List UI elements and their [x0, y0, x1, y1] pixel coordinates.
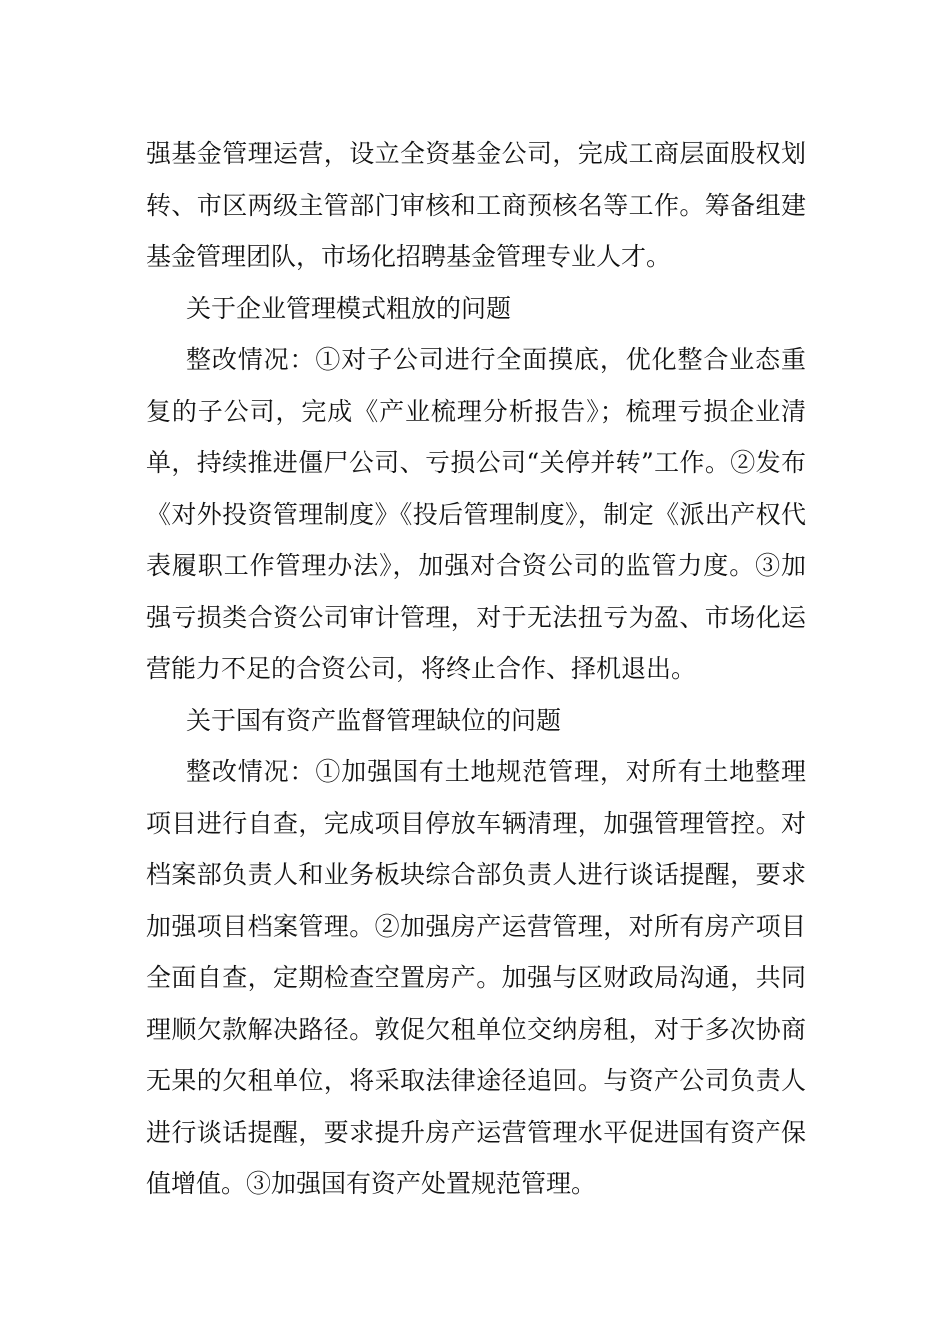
paragraph-rectification-management-mode: 整改情况：①对子公司进行全面摸底，优化整合业态重复的子公司，完成《产业梳理分析报告》；梳理亏损企业清单，持续推进僵尸公司、亏损公司“关停并转”工作。②发布《对外投资管理制度》《投后管理制度》，制定《派出产权代表履职工作管理办法》，加强对合资公司的监管力度。③加强亏损类合资公司审计管理，对于无法扭亏为盈、市场化运营能力不足的合资公司，将终止合作、择机退出。 — [146, 345, 806, 683]
section-heading-asset-supervision: 关于国有资产监督管理缺位的问题 — [186, 705, 562, 735]
section-heading-management-mode: 关于企业管理模式粗放的问题 — [186, 293, 512, 323]
paragraph-rectification-asset-supervision: 整改情况：①加强国有土地规范管理，对所有土地整理项目进行自查，完成项目停放车辆清理，加强管理管控。对档案部负责人和业务板块综合部负责人进行谈话提醒，要求加强项目档案管理。②加强房产运营管理，对所有房产项目全面自查，定期检查空置房产。加强与区财政局沟通，共同理顺欠款解决路径。敦促欠租单位交纳房租，对于多次协商无果的欠租单位，将采取法律途径追回。与资产公司负责人进行谈话提醒，要求提升房产运营管理水平促进国有资产保值增值。③加强国有资产处置规范管理。 — [146, 757, 806, 1198]
paragraph-fund-continuation: 强基金管理运营，设立全资基金公司，完成工商层面股权划转、市区两级主管部门审核和工商预核名等工作。筹备组建基金管理团队，市场化招聘基金管理专业人才。 — [146, 139, 806, 271]
document-body — [146, 128, 806, 1210]
